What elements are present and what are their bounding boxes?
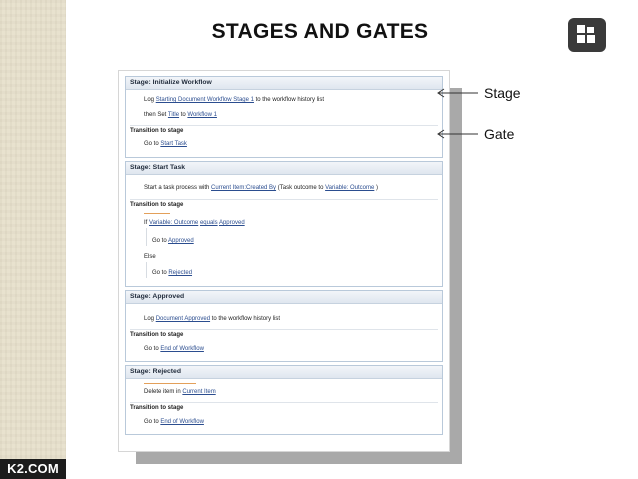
goto-action — [144, 419, 204, 425]
link-rejected-stage[interactable]: Rejected — [168, 270, 193, 276]
k2-logo-icon — [568, 18, 606, 52]
set-action — [144, 112, 217, 118]
stage-arrow-icon — [438, 89, 478, 97]
link-created-by[interactable]: Current Item:Created By — [211, 185, 277, 191]
stage-header: Stage: Initialize Workflow — [126, 77, 442, 90]
stage-header: Stage: Approved — [126, 291, 442, 304]
text: Log — [144, 97, 156, 103]
link-variable-outcome[interactable]: Variable: Outcome — [325, 185, 375, 191]
text: Go to — [144, 346, 161, 352]
divider — [130, 402, 438, 403]
link-workflow-1[interactable]: Workflow 1 — [187, 112, 217, 118]
slide-title: STAGES AND GATES — [211, 20, 429, 43]
text: Go to — [144, 141, 161, 147]
goto-approved — [152, 238, 194, 244]
goto-rejected — [152, 270, 192, 276]
text: Go to — [152, 238, 169, 244]
transition-label: Transition to stage — [130, 332, 184, 338]
log-action — [144, 97, 324, 103]
text: to the workflow history list — [210, 316, 281, 322]
text: Log — [144, 316, 156, 322]
stage-header: Stage: Start Task — [126, 162, 442, 175]
transition-label: Transition to stage — [130, 128, 184, 134]
else-label: Else — [144, 254, 156, 260]
text: (Task outcome to — [276, 185, 326, 191]
link-document-approved[interactable]: Document Approved — [155, 316, 211, 322]
link-title[interactable]: Title — [167, 112, 180, 118]
workflow-document — [118, 70, 450, 452]
text: to the workflow history list — [253, 97, 324, 103]
transition-label: Transition to stage — [130, 405, 184, 411]
stage-rejected — [125, 365, 443, 435]
link-end-of-workflow[interactable]: End of Workflow — [160, 346, 204, 352]
goto-action — [144, 346, 204, 352]
branch-line — [146, 228, 147, 246]
text: Delete item in — [144, 389, 183, 395]
text: Go to — [152, 270, 169, 276]
stage-header: Stage: Rejected — [126, 366, 442, 379]
text: Start a task process with — [144, 185, 212, 191]
delete-action — [144, 389, 216, 395]
gate-callout-label: Gate — [484, 126, 515, 142]
insertion-marker — [144, 383, 196, 384]
link-end-of-workflow[interactable]: End of Workflow — [160, 419, 204, 425]
branch-line — [146, 262, 147, 278]
divider — [130, 329, 438, 330]
text: If — [144, 220, 150, 226]
stage-start-task — [125, 161, 443, 287]
text: then Set — [144, 112, 168, 118]
link-approved-stage[interactable]: Approved — [168, 238, 194, 244]
text: to — [179, 112, 188, 118]
goto-action — [144, 141, 187, 147]
link-start-task[interactable]: Start Task — [160, 141, 187, 147]
insertion-marker — [144, 213, 170, 214]
stage-approved — [125, 290, 443, 362]
if-condition — [144, 220, 245, 226]
divider — [130, 125, 438, 126]
stage-callout-label: Stage — [484, 85, 521, 101]
divider — [130, 199, 438, 200]
link-equals[interactable]: equals — [199, 220, 218, 226]
brand-footer: K2.COM — [0, 459, 66, 479]
text: ) — [374, 185, 379, 191]
callout-arrows — [434, 86, 484, 146]
link-approved-value[interactable]: Approved — [218, 220, 245, 226]
stage-initialize-workflow — [125, 76, 443, 158]
gate-arrow-icon — [438, 130, 478, 138]
text: Go to — [144, 419, 161, 425]
log-action — [144, 316, 280, 322]
paper-texture-strip — [0, 0, 66, 479]
link-starting-document[interactable]: Starting Document Workflow Stage 1 — [155, 97, 254, 103]
link-current-item[interactable]: Current Item — [182, 389, 216, 395]
transition-label: Transition to stage — [130, 202, 184, 208]
task-action — [144, 185, 378, 191]
link-if-variable-outcome[interactable]: Variable: Outcome — [149, 220, 199, 226]
